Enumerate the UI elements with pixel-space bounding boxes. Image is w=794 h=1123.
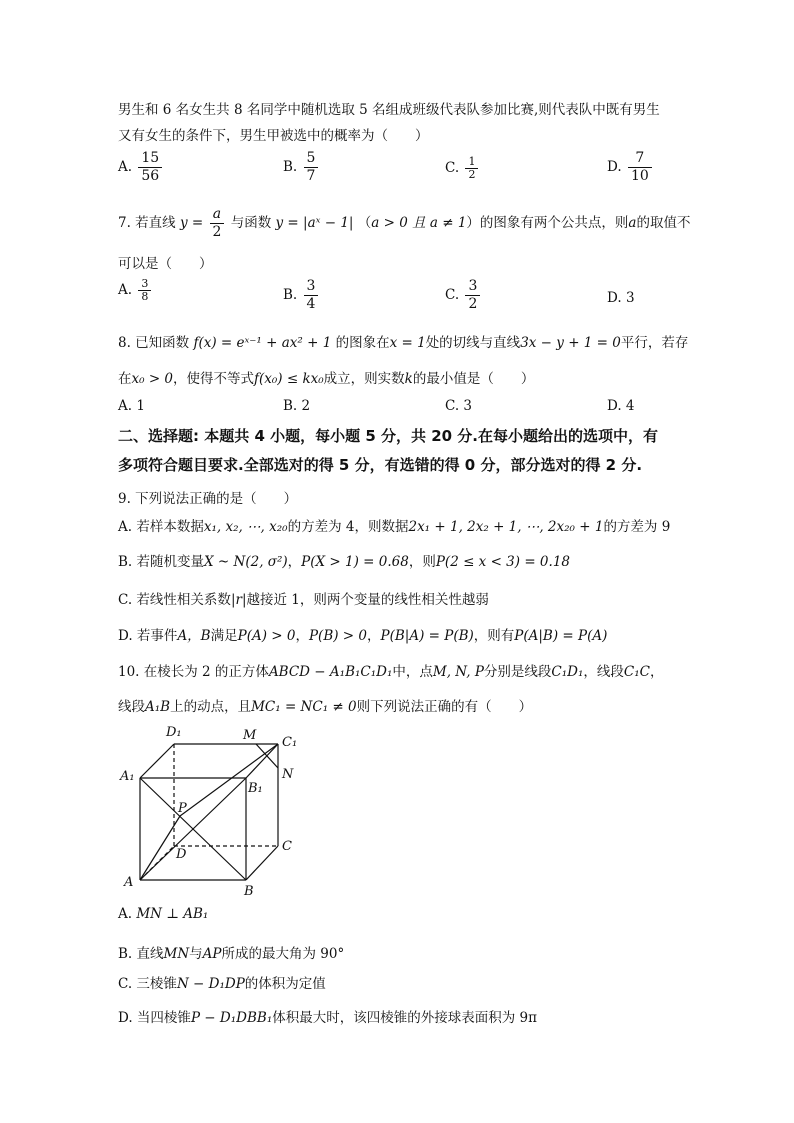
segment-p-c1 [180,744,278,816]
label-d1: D₁ [166,725,182,740]
label-d: D [176,847,187,862]
label-p: P [178,801,187,816]
q8-line2: 在x₀ > 0，使得不等式f(x₀) ≤ kx₀成立，则实数k的最小值是（ ） [118,371,535,387]
q9-option-a: A. 若样本数据x₁, x₂, ⋯, x₂₀的方差为 4，则数据2x₁ + 1, 2x₂ + 1, ⋯, 2x₂₀ + 1的方差为 9 [118,519,671,535]
q6-line2: 又有女生的条件下，男生甲被选中的概率为（ ） [118,128,429,144]
q8-option-a: A. 1 [118,398,145,414]
edge-b1-c1 [246,744,278,778]
q6-option-d: D. $\frac{7}{10}$ [607,150,654,185]
q7-option-d: D. 3 [607,290,635,306]
q8-option-c: C. 3 [445,398,473,414]
q7-option-c: C. $\frac{3}{2}$ [445,278,482,313]
q10-option-a: A. MN ⊥ AB₁ [118,906,209,922]
q7-line1: 7. 若直线 y = $\frac{a}{2}$ 与函数 y = |aˣ − 1| （a > 0 且 a ≠ 1）的图象有两个公共点，则a的取值不 [118,206,691,240]
edge-a1-d1 [140,744,174,778]
section2-heading-line1: 二、选择题: 本题共 4 小题，每小题 5 分，共 20 分.在每小题给出的选项中，有 [118,427,659,445]
q9-option-b: B. 若随机变量X ~ N(2, σ²)，P(X > 1) = 0.68，则P(2 ≤ x < 3) = 0.18 [118,554,570,570]
q9-stem: 9. 下列说法正确的是（ ） [118,491,298,507]
q6-option-a: A. $\frac{15}{56}$ [118,150,164,185]
q6-option-b: B. $\frac{5}{7}$ [283,150,320,185]
q10-line1: 10. 在棱长为 2 的正方体ABCD − A₁B₁C₁D₁中，点M, N, P分别是线段C₁D₁，线段C₁C， [118,664,664,680]
label-a: A [124,875,134,890]
label-b: B [244,884,254,898]
q10-option-b: B. 直线MN与AP所成的最大角为 90° [118,946,345,962]
label-m: M [243,728,257,743]
cube-figure [110,718,330,898]
edge-b-c [246,846,278,880]
q9-option-c: C. 若线性相关系数|r|越接近 1，则两个变量的线性相关性越弱 [118,592,489,608]
q6-option-c: C. $\frac{1}{2}$ [445,156,480,181]
label-n: N [282,767,294,782]
q10-option-d: D. 当四棱锥P − D₁DBB₁体积最大时，该四棱锥的外接球表面积为 9π [118,1010,537,1026]
q8-option-d: D. 4 [607,398,635,414]
label-c1: C₁ [282,735,298,750]
q9-option-d: D. 若事件A，B满足P(A) > 0，P(B) > 0，P(B|A) = P(B)，则有P(A|B) = P(A) [118,628,608,644]
q10-line2: 线段A₁B上的动点，且MC₁ = NC₁ ≠ 0则下列说法正确的有（ ） [118,699,533,715]
q6-line1: 男生和 6 名女生共 8 名同学中随机选取 5 名组成班级代表队参加比赛,则代表队中既有男生 [118,102,660,118]
section2-heading-line2: 多项符合题目要求.全部选对的得 5 分，有选错的得 0 分，部分选对的得 2 分. [118,456,643,474]
q8-option-b: B. 2 [283,398,311,414]
label-c: C [282,839,292,854]
q7-option-a: A. $\frac{3}{8}$ [118,278,153,303]
label-a1: A₁ [120,769,135,784]
q7-line2: 可以是（ ） [118,256,213,272]
q7-option-b: B. $\frac{3}{4}$ [283,278,320,313]
q10-option-c: C. 三棱锥N − D₁DP的体积为定值 [118,976,326,992]
label-b1: B₁ [248,781,263,796]
q8-line1: 8. 已知函数 f(x) = eˣ⁻¹ + ax² + 1 的图象在x = 1处的切线与直线3x − y + 1 = 0平行，若存 [118,335,689,351]
